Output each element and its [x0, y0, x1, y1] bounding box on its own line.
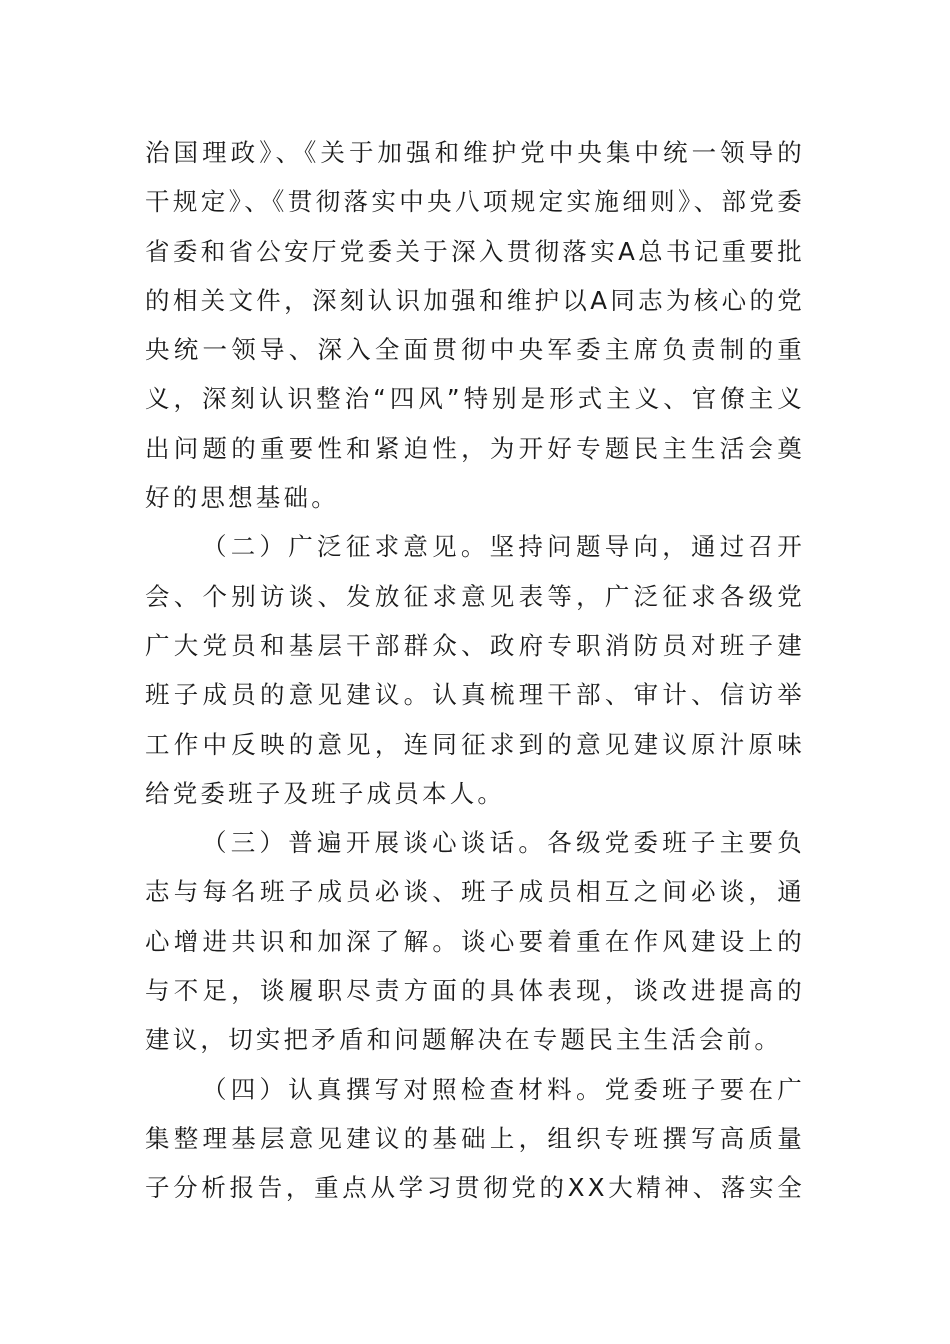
text-line: 与不足，谈履职尽责方面的具体表现，谈改进提高的 — [145, 976, 805, 1006]
text-line: 干规定》、《贯彻落实中央八项规定实施细则》、部党委 — [145, 187, 805, 217]
text-line: 给党委班子及班子成员本人。 — [145, 778, 506, 808]
text-line: 治国理政》、《关于加强和维护党中央集中统一领导的 — [145, 138, 805, 167]
text-line: 集整理基层意见建议的基础上，组织专班撰写高质量 — [145, 1123, 805, 1153]
text-line: 建议，切实把矛盾和问题解决在专题民主生活会前。 — [145, 1025, 783, 1055]
text-line: 广大党员和基层干部群众、政府专职消防员对班子建 — [145, 630, 805, 660]
text-line: 会、个别访谈、发放征求意见表等，广泛征求各级党 — [145, 581, 805, 611]
text-line: 好的思想基础。 — [145, 483, 339, 513]
text-line: 心增进共识和加深了解。谈心要着重在作风建设上的 — [145, 926, 805, 956]
text-line: 的相关文件，深刻认识加强和维护以A同志为核心的党 — [145, 285, 805, 315]
text-line: 央统一领导、深入全面贯彻中央军委主席负责制的重 — [145, 335, 805, 365]
text-line: 义，深刻认识整治“四风”特别是形式主义、官僚主义 — [145, 384, 805, 414]
paragraph-heading-line: （四）认真撰写对照检查材料。党委班子要在广 — [202, 1074, 805, 1104]
paragraph-heading-line: （二）广泛征求意见。坚持问题导向，通过召开 — [202, 532, 805, 562]
text-line: 工作中反映的意见，连同征求到的意见建议原汁原味 — [145, 729, 805, 759]
text-line: 志与每名班子成员必谈、班子成员相互之间必谈，通 — [145, 877, 805, 907]
text-line: 省委和省公安厅党委关于深入贯彻落实A总书记重要批 — [145, 236, 805, 266]
text-line: 子分析报告，重点从学习贯彻党的XX大精神、落实全 — [145, 1173, 805, 1203]
body-text — [145, 128, 805, 1213]
text-line: 出问题的重要性和紧迫性，为开好专题民主生活会奠 — [145, 433, 805, 463]
text-line: 班子成员的意见建议。认真梳理干部、审计、信访举 — [145, 680, 805, 710]
paragraph-heading-line: （三）普遍开展谈心谈话。各级党委班子主要负 — [202, 828, 805, 858]
